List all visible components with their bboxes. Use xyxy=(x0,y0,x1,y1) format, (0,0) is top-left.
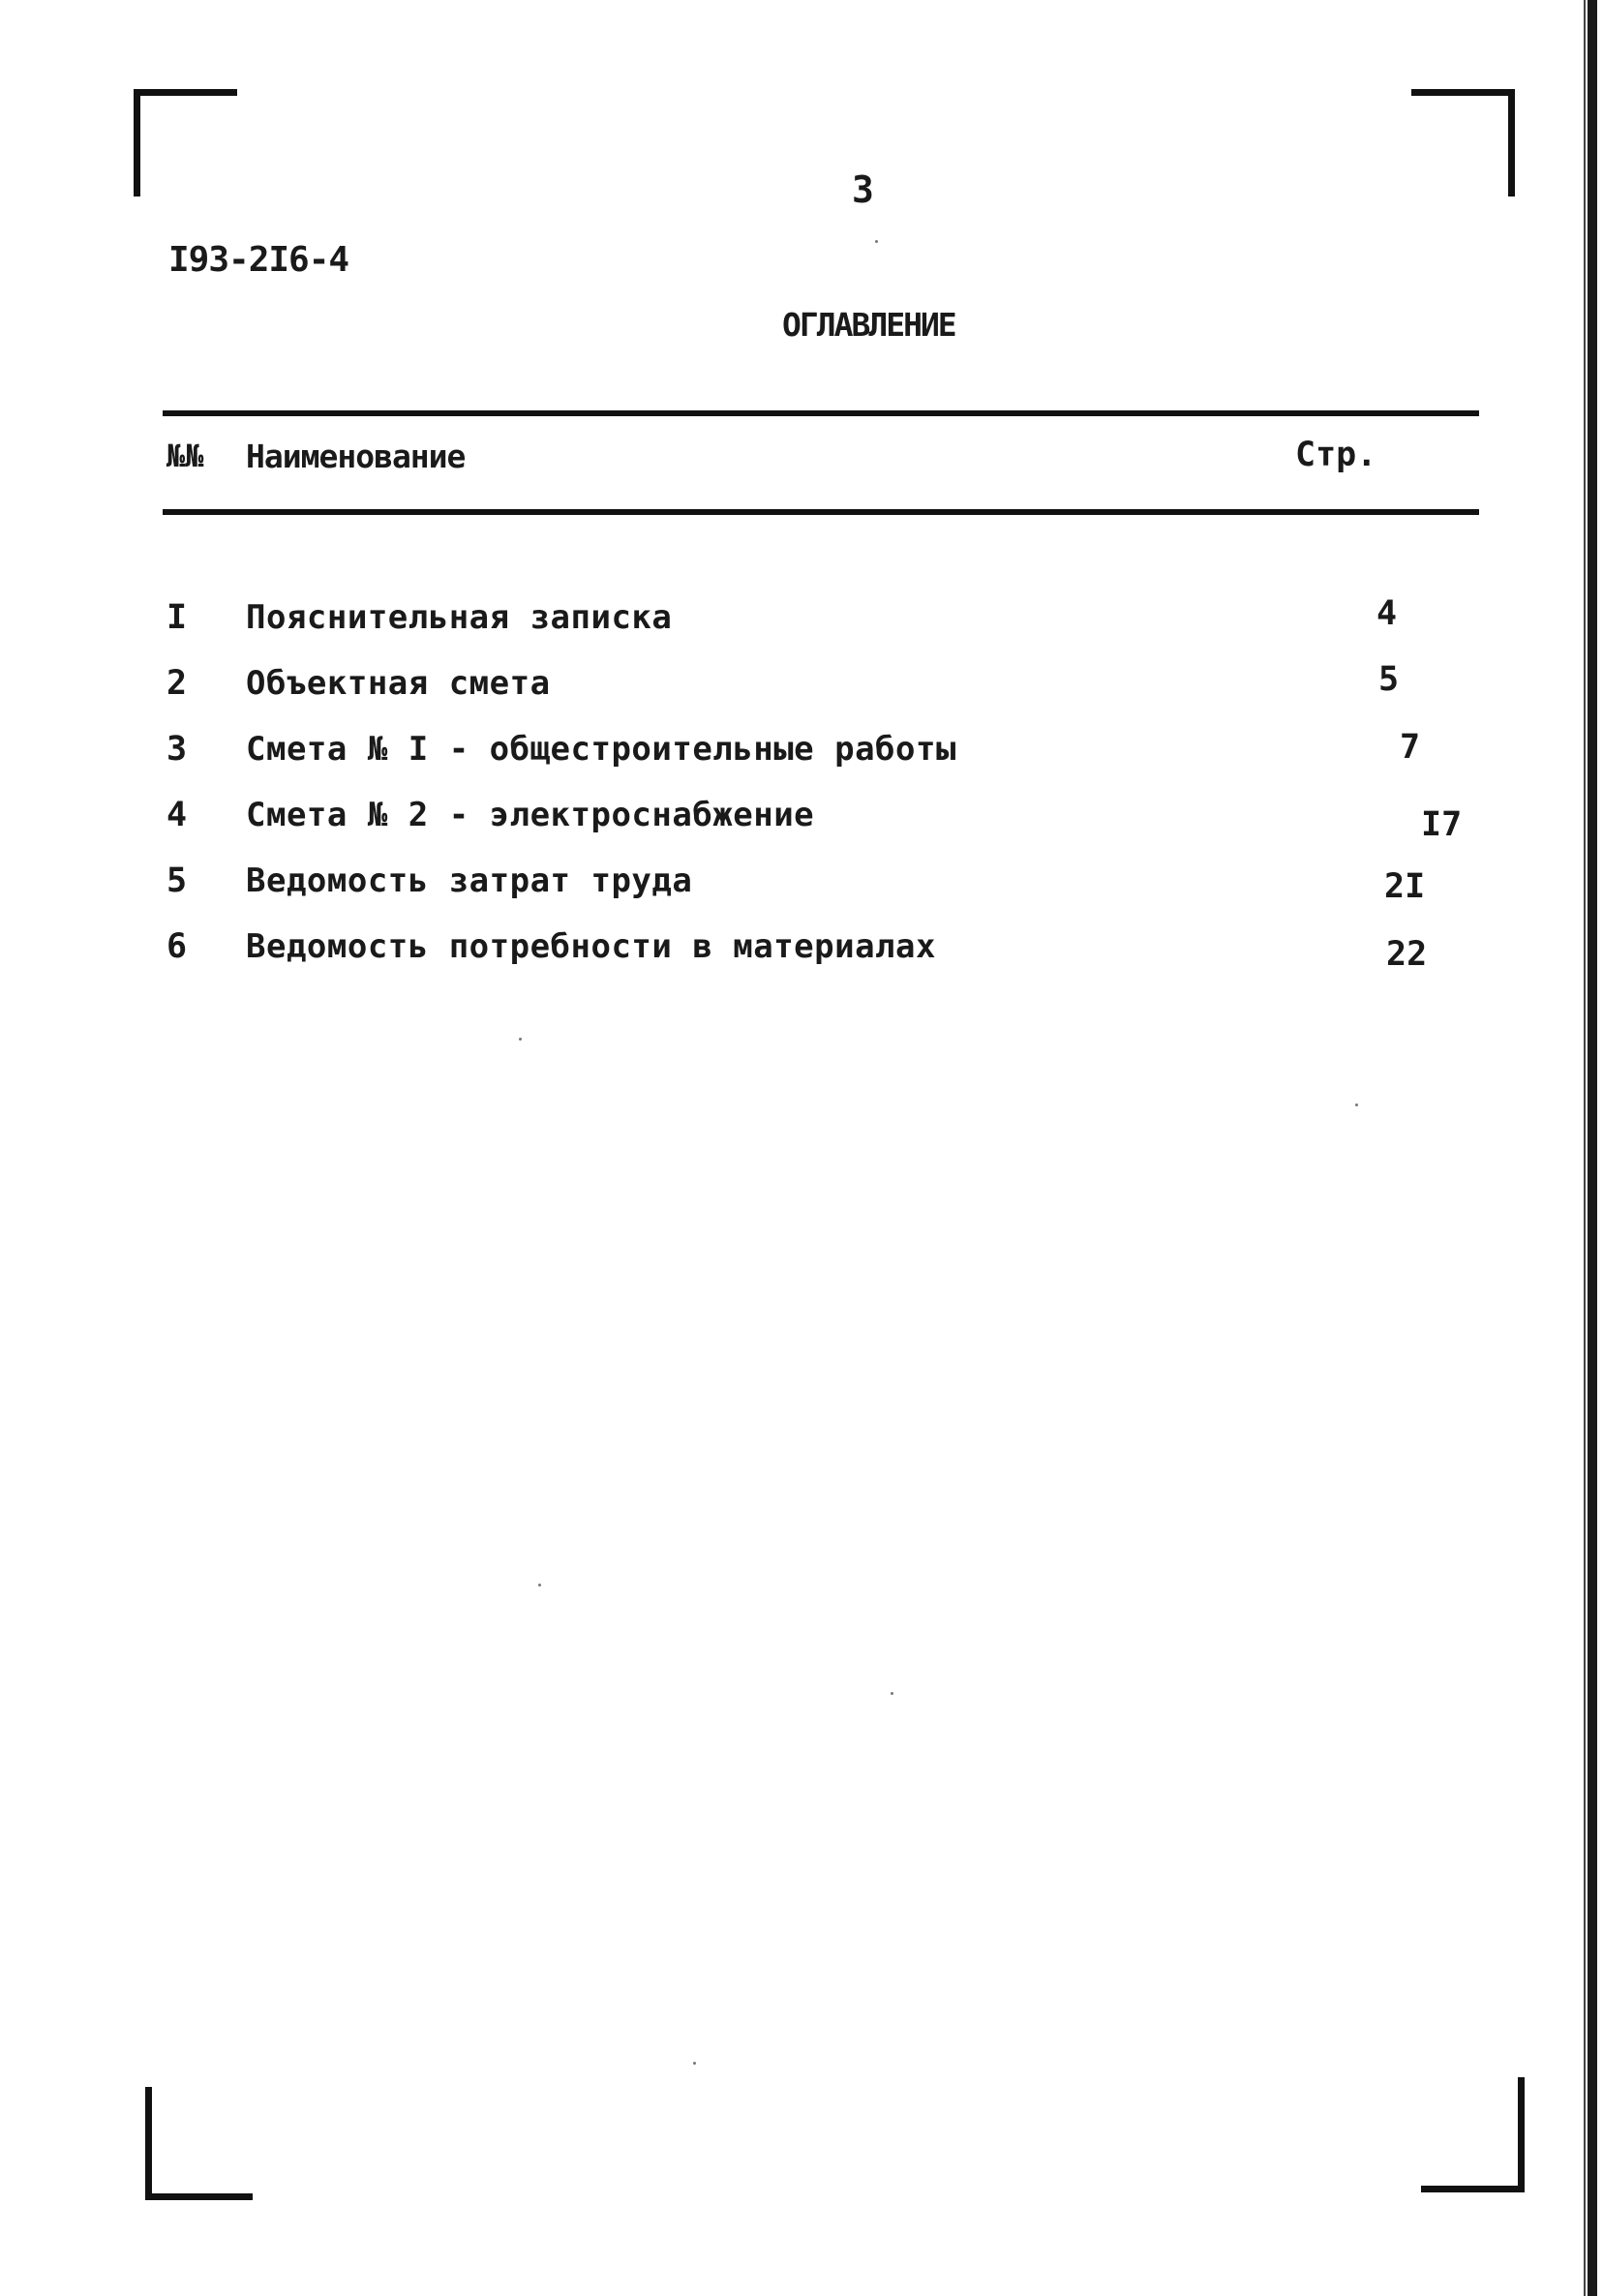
toc-row-page: 5 xyxy=(1378,660,1400,699)
table-header-rule xyxy=(163,509,1479,515)
column-header-page: Стр. xyxy=(1295,436,1377,474)
toc-row-number: I xyxy=(166,598,188,637)
crop-mark-top-left xyxy=(134,89,237,196)
toc-row-name: Ведомость затрат труда xyxy=(246,861,693,900)
toc-row xyxy=(0,594,1549,656)
toc-row xyxy=(0,927,1549,985)
toc-row-page: 4 xyxy=(1376,594,1398,633)
scan-edge xyxy=(1588,0,1597,2296)
column-header-number: №№ xyxy=(166,438,204,474)
column-header-name: Наименование xyxy=(246,438,466,475)
scan-speck xyxy=(891,1692,893,1695)
crop-mark-top-right xyxy=(1411,89,1515,196)
document-code: I93-2I6-4 xyxy=(168,240,349,280)
scan-speck xyxy=(538,1584,541,1586)
scan-edge-line xyxy=(1584,0,1586,2296)
crop-mark-bottom-right xyxy=(1421,2077,1525,2192)
toc-row-page: 22 xyxy=(1386,935,1428,974)
toc-row-number: 5 xyxy=(166,861,188,900)
toc-title: ОГЛАВЛЕНИЕ xyxy=(782,306,955,344)
toc-row xyxy=(0,730,1549,788)
scan-speck xyxy=(519,1038,522,1041)
toc-row-number: 2 xyxy=(166,664,188,703)
toc-row-name: Пояснительная записка xyxy=(246,598,673,637)
scan-speck xyxy=(875,240,878,243)
toc-row-name: Объектная смета xyxy=(246,664,551,703)
toc-row-name: Ведомость потребности в материалах xyxy=(246,927,936,966)
toc-row-page: 7 xyxy=(1400,728,1421,767)
toc-row-page: 2I xyxy=(1384,867,1426,906)
scan-speck xyxy=(1355,1103,1358,1106)
toc-row-name: Смета № I - общестроительные работы xyxy=(246,730,956,769)
table-top-rule xyxy=(163,410,1479,416)
toc-row-number: 3 xyxy=(166,730,188,769)
toc-row xyxy=(0,660,1549,722)
crop-mark-bottom-left xyxy=(145,2087,253,2200)
toc-row-page: I7 xyxy=(1421,805,1463,844)
toc-row xyxy=(0,796,1549,854)
page-number: 3 xyxy=(852,168,874,211)
toc-row xyxy=(0,861,1549,920)
toc-row-number: 6 xyxy=(166,927,188,966)
toc-row-name: Смета № 2 - электроснабжение xyxy=(246,796,815,834)
scan-speck xyxy=(693,2062,696,2065)
toc-row-number: 4 xyxy=(166,796,188,834)
